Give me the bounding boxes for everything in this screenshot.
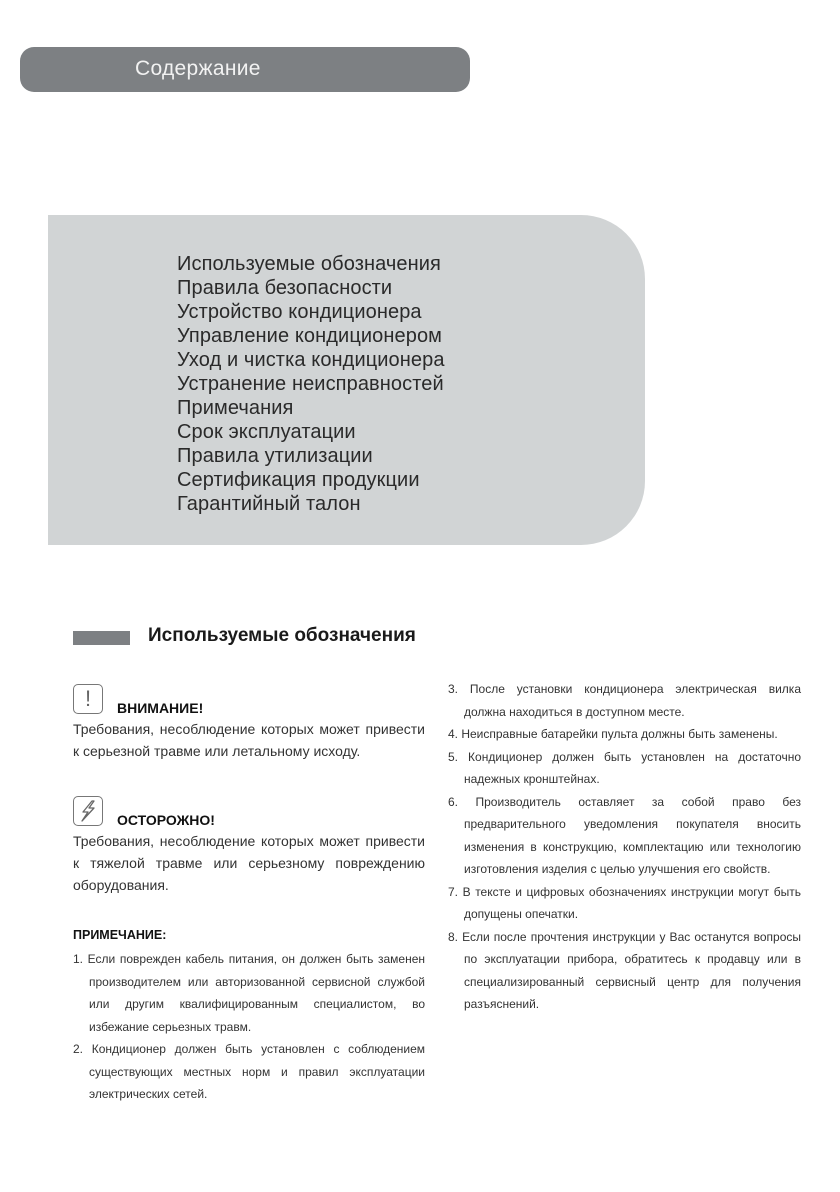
warning-text: Требования, несоблюдение которых может привести к серьезной травме или летальному исходу.	[73, 721, 425, 759]
caution-text: Требования, несоблюдение которых может привести к тяжелой травме или серьезному повреждению оборудования.	[73, 833, 425, 893]
left-column	[73, 680, 425, 1106]
right-column	[448, 678, 801, 1016]
warning-label: ВНИМАНИЕ!	[117, 700, 204, 716]
toc-item[interactable]: Срок эксплуатации	[177, 421, 356, 443]
note-list-right	[448, 678, 801, 1016]
note-item: 2. Кондиционер должен быть установлен с соблюдением существующих местных норм и правил эксплуатации электрических сетей.	[73, 1042, 425, 1101]
section-marker-bar	[73, 631, 130, 645]
note-item: 7. В тексте и цифровых обозначениях инструкции могут быть допущены опечатки.	[448, 884, 801, 921]
section-title: Используемые обозначения	[148, 625, 416, 646]
toc-item[interactable]: Правила утилизации	[177, 445, 373, 467]
toc-item[interactable]: Правила безопасности	[177, 277, 393, 299]
caution-label: ОСТОРОЖНО!	[117, 812, 215, 828]
toc-item[interactable]: Устройство кондиционера	[177, 301, 422, 323]
toc-list	[177, 252, 445, 516]
contents-header	[20, 47, 470, 92]
note-item: 6. Производитель оставляет за собой право без предварительного уведомления покупателя вносить изменения в конструкцию, комплектацию или технологию изготовления изделия с целью улучшения его свойств.	[448, 794, 801, 876]
caution-heading	[73, 792, 425, 826]
toc-item[interactable]: Примечания	[177, 397, 294, 419]
note-item: 5. Кондиционер должен быть установлен на достаточно надежных кронштейнах.	[448, 749, 801, 786]
note-item: 3. После установки кондиционера электрическая вилка должна находиться в доступном месте.	[448, 682, 801, 719]
note-item: 1. Если поврежден кабель питания, он должен быть заменен производителем или авторизованной сервисной службой или другим квалифицированным специалистом, во избежание серьезных травм.	[73, 952, 425, 1034]
toc-item[interactable]: Управление кондиционером	[177, 325, 443, 347]
note-item: 4. Неисправные батарейки пульта должны быть заменены.	[448, 727, 778, 741]
toc-item[interactable]: Используемые обозначения	[177, 253, 441, 275]
toc-item[interactable]: Устранение неисправностей	[177, 373, 444, 395]
note-item: 8. Если после прочтения инструкции у Вас останутся вопросы по эксплуатации прибора, обратитесь к продавцу или в специализированный сервисный центр для получения разъяснений.	[448, 929, 801, 1011]
note-list-left	[73, 948, 425, 1106]
toc-item[interactable]: Уход и чистка кондиционера	[177, 349, 445, 371]
toc-item[interactable]: Сертификация продукции	[177, 469, 420, 491]
toc-item[interactable]: Гарантийный талон	[177, 493, 361, 515]
contents-title: Содержание	[135, 57, 261, 80]
warning-heading	[73, 680, 425, 714]
note-heading: ПРИМЕЧАНИЕ:	[73, 928, 167, 942]
lightning-icon	[73, 796, 103, 826]
exclamation-icon	[73, 684, 103, 714]
